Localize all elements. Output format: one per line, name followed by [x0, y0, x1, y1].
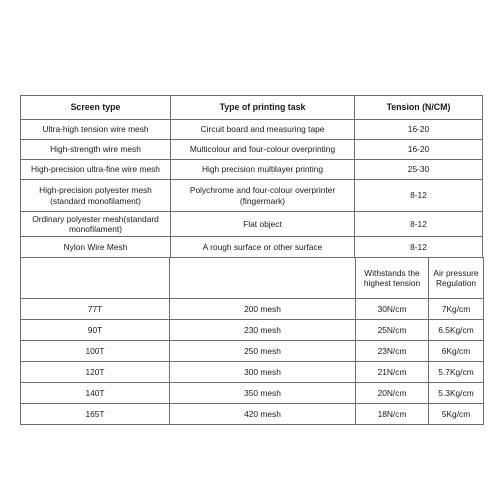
- header-tension: Tension (N/CM): [355, 96, 483, 120]
- table-row: [21, 120, 483, 140]
- cell-tension: 25-30: [355, 160, 483, 180]
- cell-air-pressure: 6.5Kg/cm: [429, 320, 484, 341]
- cell-screen-type: Ordinary polyester mesh(standard monofilament): [21, 212, 171, 237]
- cell-air-pressure: 7Kg/cm: [429, 299, 484, 320]
- table-row: [21, 362, 484, 383]
- cell-printing-task: Circuit board and measuring tape: [171, 120, 355, 140]
- table-header-row: [21, 96, 483, 120]
- cell-mesh-count: 90T: [21, 320, 170, 341]
- cell-mesh-count: 77T: [21, 299, 170, 320]
- cell-screen-type: Ultra-high tension wire mesh: [21, 120, 171, 140]
- header-air-pressure: Air pressure Regulation: [429, 258, 484, 299]
- header-highest-tension: Withstands the highest tension: [356, 258, 429, 299]
- table-row: [21, 320, 484, 341]
- cell-tension: 8-12: [355, 237, 483, 258]
- table-row: [21, 299, 484, 320]
- header-printing-task: Type of printing task: [171, 96, 355, 120]
- cell-mesh-count: 120T: [21, 362, 170, 383]
- cell-screen-type: High-precision ultra-fine wire mesh: [21, 160, 171, 180]
- cell-tension: 16-20: [355, 120, 483, 140]
- cell-mesh: 420 mesh: [170, 404, 356, 425]
- cell-tension: 8-12: [355, 180, 483, 212]
- cell-highest-tension: 21N/cm: [356, 362, 429, 383]
- cell-air-pressure: 5.7Kg/cm: [429, 362, 484, 383]
- cell-air-pressure: 5Kg/cm: [429, 404, 484, 425]
- table-row: [21, 160, 483, 180]
- cell-mesh: 300 mesh: [170, 362, 356, 383]
- cell-printing-task: Multicolour and four-colour overprinting: [171, 140, 355, 160]
- cell-mesh: 230 mesh: [170, 320, 356, 341]
- cell-screen-type: High-precision polyester mesh (standard monofilament): [21, 180, 171, 212]
- cell-printing-task: Polychrome and four-colour overprinter (fingermark): [171, 180, 355, 212]
- cell-printing-task: Flat object: [171, 212, 355, 237]
- table-row: [21, 404, 484, 425]
- header-screen-type: Screen type: [21, 96, 171, 120]
- table-row: [21, 383, 484, 404]
- cell-printing-task: High precision multilayer printing: [171, 160, 355, 180]
- cell-screen-type: High-strength wire mesh: [21, 140, 171, 160]
- cell-mesh: 250 mesh: [170, 341, 356, 362]
- table-row: [21, 140, 483, 160]
- mesh-specification-table: [20, 257, 484, 425]
- cell-tension: 16-20: [355, 140, 483, 160]
- table-row: [21, 212, 483, 237]
- cell-highest-tension: 25N/cm: [356, 320, 429, 341]
- cell-printing-task: A rough surface or other surface: [171, 237, 355, 258]
- cell-mesh-count: 100T: [21, 341, 170, 362]
- cell-highest-tension: 18N/cm: [356, 404, 429, 425]
- cell-mesh-count: 140T: [21, 383, 170, 404]
- cell-highest-tension: 30N/cm: [356, 299, 429, 320]
- cell-mesh: 200 mesh: [170, 299, 356, 320]
- cell-air-pressure: 5.3Kg/cm: [429, 383, 484, 404]
- cell-mesh-count: 165T: [21, 404, 170, 425]
- screen-type-table: [20, 95, 483, 258]
- cell-mesh: 350 mesh: [170, 383, 356, 404]
- cell-highest-tension: 23N/cm: [356, 341, 429, 362]
- header-mesh: [170, 258, 356, 299]
- table-row: [21, 180, 483, 212]
- table-row: [21, 341, 484, 362]
- cell-air-pressure: 6Kg/cm: [429, 341, 484, 362]
- table-row: [21, 237, 483, 258]
- cell-tension: 8-12: [355, 212, 483, 237]
- header-mesh-count: [21, 258, 170, 299]
- cell-highest-tension: 20N/cm: [356, 383, 429, 404]
- cell-screen-type: Nylon Wire Mesh: [21, 237, 171, 258]
- table-header-row: [21, 258, 484, 299]
